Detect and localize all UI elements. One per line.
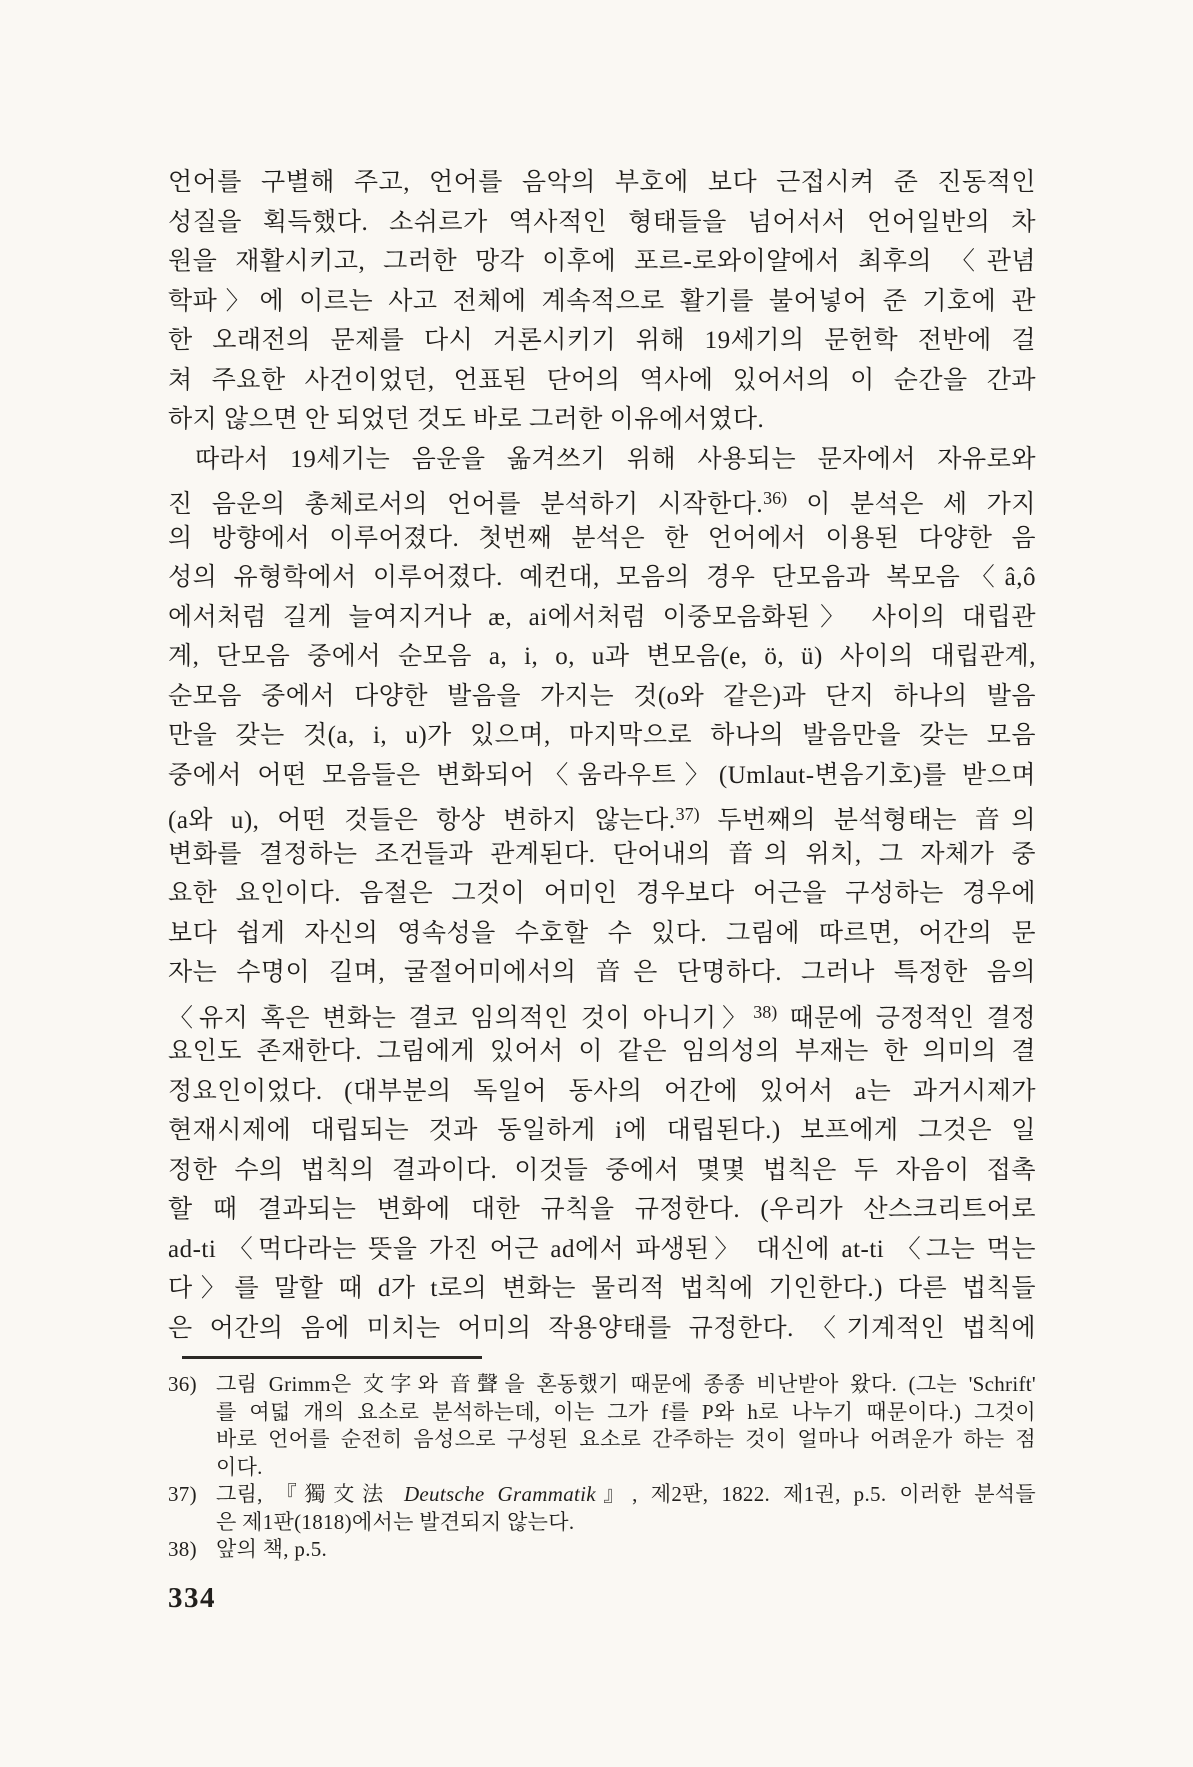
footnote-text (216, 1481, 1036, 1536)
text-segment: 성질을 획득했다. 소쉬르가 역사적인 형태들을 넘어서서 언어일반의 차 (168, 208, 1036, 236)
text-segment: 보다 쉽게 자신의 영속성을 수호할 수 있다. 그림에 따르면, 어간의 문 (168, 919, 1036, 947)
text-segment: 이다. (216, 1454, 263, 1479)
text-line (168, 242, 1036, 282)
text-line (168, 1230, 1036, 1270)
text-line (168, 519, 1036, 559)
text-line (168, 874, 1036, 914)
text-segment: 바로 언어를 순전히 음성으로 구성된 요소로 간주하는 것이 얼마나 어려운가 하는 점 (216, 1427, 1036, 1451)
text-segment: 쳐 주요한 사건이었던, 언표된 단어의 역사에 있어서의 이 순간을 간과 (168, 366, 1036, 394)
text-segment: 한 오래전의 문제를 다시 거론시키기 위해 19세기의 문헌학 전반에 걸 (168, 327, 1036, 354)
text-line (168, 1190, 1036, 1230)
text-segment: 다〉를 말할 때 d가 t로의 변화는 물리적 법칙에 기인한다.) 다른 법칙들 (168, 1275, 1036, 1302)
text-segment: 따라서 19세기는 음운을 옮겨쓰기 위해 사용되는 문자에서 자유로와 (195, 445, 1036, 473)
footnote-number: 38) (168, 1537, 197, 1561)
text-line (168, 716, 1036, 756)
paragraph (168, 440, 1036, 1349)
text-line (168, 914, 1036, 954)
text-segment: 진 음운의 총체로서의 언어를 분석하기 시작한다. (168, 491, 764, 519)
text-line (168, 400, 1036, 440)
text-segment: 정요인이었다. (대부분의 독일어 동사의 어간에 있어서 a는 과거시제가 (168, 1077, 1036, 1105)
text-segment: 정한 수의 법칙의 결과이다. 이것들 중에서 몇몇 법칙은 두 자음이 접촉 (168, 1156, 1036, 1184)
footnote-number: 36) (168, 1372, 197, 1396)
text-segment: 이 분석은 세 가지 (787, 491, 1036, 519)
text-line (168, 598, 1036, 638)
text-line (168, 677, 1036, 717)
footnote-number: 37) (168, 1482, 197, 1506)
text-segment: 요한 요인이다. 음절은 그것이 어미인 경우보다 어근을 구성하는 경우에 (168, 880, 1036, 907)
text-segment: 순모음 중에서 다양한 발음을 가지는 것(o와 같은)과 단지 하나의 발음 (168, 682, 1036, 710)
text-line (216, 1399, 1036, 1427)
text-line (168, 756, 1036, 796)
text-segment: Deutsche Grammatik (403, 1482, 596, 1506)
text-segment: 그림, 『獨文法 (216, 1482, 404, 1506)
text-line (168, 1032, 1036, 1072)
text-line (168, 1072, 1036, 1112)
text-segment: 계, 단모음 중에서 순모음 a, i, o, u과 변모음(e, ö, ü) 사이의 대립관계, (168, 643, 1036, 670)
text-line (168, 993, 1036, 1033)
text-segment: 의 방향에서 이루어졌다. 첫번째 분석은 한 언어에서 이용된 다양한 음 (168, 524, 1036, 552)
text-segment: 요인도 존재한다. 그림에게 있어서 이 같은 임의성의 부재는 한 의미의 결 (168, 1038, 1036, 1065)
text-segment: 원을 재활시키고, 그러한 망각 이후에 포르-로와이얄에서 최후의 〈관념 (168, 248, 1036, 275)
footnote-divider (182, 1356, 482, 1359)
text-segment: 은 제1판(1818)에서는 발견되지 않는다. (216, 1509, 575, 1534)
text-line (216, 1371, 1036, 1399)
text-segment: 학파〉에 이르는 사고 전체에 계속적으로 활기를 불어넣어 준 기호에 관 (168, 287, 1036, 315)
footnote-reference: 37) (675, 804, 700, 824)
footnote (168, 1481, 1036, 1536)
text-segment: 를 여덟 개의 요소로 분석하는데, 이는 그가 f를 P와 h로 나누기 때문이다.) 그것이 (216, 1399, 1036, 1424)
text-segment: 할 때 결과되는 변화에 대한 규칙을 규정한다. (우리가 산스크리트어로 (168, 1196, 1036, 1223)
body-text (168, 163, 1036, 1348)
text-segment: 은 어간의 음에 미치는 어미의 작용양태를 규정한다. 〈기계적인 법칙에 (168, 1314, 1036, 1342)
text-line (216, 1454, 1036, 1482)
footnote (168, 1536, 1036, 1564)
text-segment: 앞의 책, p.5. (216, 1537, 328, 1561)
text-line (168, 1111, 1036, 1151)
text-line (216, 1509, 1036, 1537)
footnote-text (216, 1536, 1036, 1564)
text-segment: 중에서 어떤 모음들은 변화되어〈움라우트〉(Umlaut-변음기호)를 받으며 (168, 761, 1036, 789)
text-line (168, 282, 1036, 322)
text-line (168, 835, 1036, 875)
text-segment: 때문에 긍정적인 결정 (777, 1004, 1036, 1032)
text-line (168, 361, 1036, 401)
text-line (168, 163, 1036, 203)
text-segment: 하지 않으면 안 되었던 것도 바로 그러한 이유에서였다. (168, 406, 765, 433)
text-segment: 』, 제2판, 1822. 제1권, p.5. 이러한 분석들 (595, 1482, 1036, 1506)
footnote-text (216, 1371, 1036, 1481)
text-segment: ad-ti 〈먹다라는 뜻을 가진 어근 ad에서 파생된〉 대신에 at-ti 〈그는 먹는 (168, 1235, 1036, 1263)
text-segment: 만을 갖는 것(a, i, u)가 있으며, 마지막으로 하나의 발음만을 갖는 모음 (168, 722, 1036, 749)
text-segment: 에서처럼 길게 늘여지거나 æ, ai에서처럼 이중모음화된〉 사이의 대립관 (168, 603, 1036, 631)
text-line (168, 795, 1036, 835)
text-segment: 성의 유형학에서 이루어졌다. 예컨대, 모음의 경우 단모음과 복모음〈â,ô (168, 564, 1036, 591)
text-segment: 현재시제에 대립되는 것과 동일하게 i에 대립된다.) 보프에게 그것은 일 (168, 1117, 1036, 1144)
text-segment: 두번째의 분석형태는 音의 (699, 807, 1036, 835)
text-segment: 그림 Grimm은 文字와 音聲을 혼동했기 때문에 종종 비난받아 왔다. (그는 'Schrift' (216, 1372, 1036, 1396)
text-line (168, 1151, 1036, 1191)
paragraph (168, 163, 1036, 440)
text-line (168, 637, 1036, 677)
footnotes (168, 1371, 1036, 1564)
footnote (168, 1371, 1036, 1481)
text-segment: 자는 수명이 길며, 굴절어미에서의 音은 단명하다. 그러나 특정한 음의 (168, 959, 1036, 986)
text-line (168, 558, 1036, 598)
text-line (168, 440, 1036, 480)
text-segment: (a와 u), 어떤 것들은 항상 변하지 않는다. (168, 807, 676, 835)
text-line (168, 1269, 1036, 1309)
text-segment: 변화를 결정하는 조건들과 관계된다. 단어내의 音의 위치, 그 자체가 중 (168, 840, 1036, 868)
text-line (216, 1426, 1036, 1454)
text-line (216, 1481, 1036, 1509)
footnote-reference: 36) (763, 488, 788, 508)
text-line (168, 1309, 1036, 1349)
text-line (168, 479, 1036, 519)
text-line (168, 203, 1036, 243)
text-segment: 〈유지 혹은 변화는 결코 임의적인 것이 아니기〉 (168, 1004, 754, 1032)
text-line (168, 953, 1036, 993)
footnote-reference: 38) (753, 1001, 778, 1022)
text-line (216, 1536, 1036, 1564)
text-line (168, 321, 1036, 361)
page-number: 334 (168, 1581, 216, 1614)
text-segment: 언어를 구별해 주고, 언어를 음악의 부호에 보다 근접시켜 준 진동적인 (168, 169, 1036, 196)
